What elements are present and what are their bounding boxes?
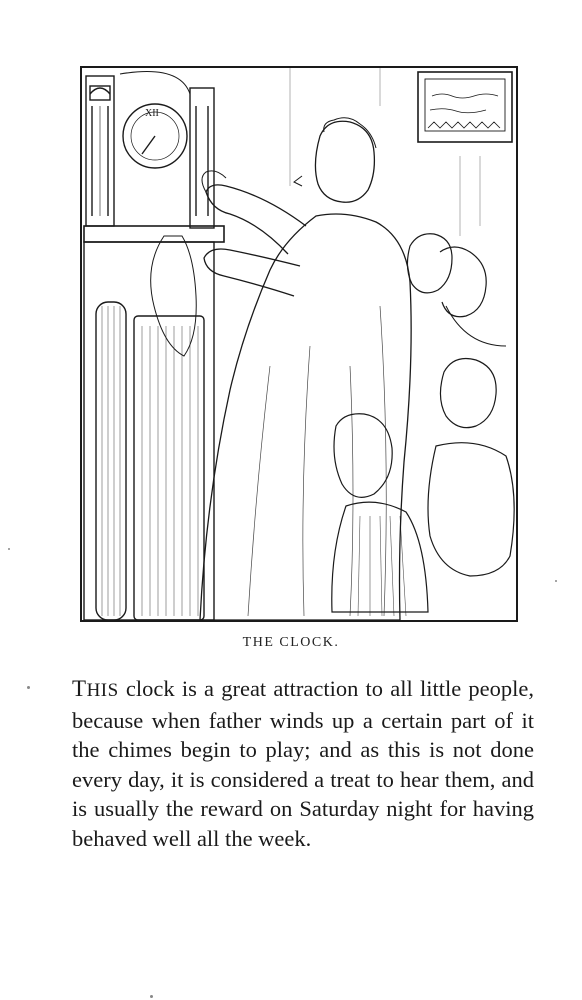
engraving-the-clock xyxy=(80,66,518,622)
lead-initial: T xyxy=(72,676,87,701)
clock-case xyxy=(84,226,224,620)
wall-hatching xyxy=(290,68,480,236)
lead-in xyxy=(72,676,119,701)
illustration-caption: THE CLOCK. xyxy=(242,635,340,650)
illustration-frame xyxy=(81,67,517,621)
wall-picture xyxy=(418,72,512,142)
lead-rest: HIS xyxy=(86,680,119,701)
body-paragraph xyxy=(72,674,534,853)
clock-hood xyxy=(86,72,214,229)
paragraph-text: clock is a great attraction to all little people, because when father winds up a certain part of it the chimes begin to play; and as this is not done every day, it is considered a treat to hear them, and is usually the reward on Saturday night for having behaved well all the week. xyxy=(72,676,534,851)
children-group xyxy=(332,234,514,616)
clock-numeral: XII xyxy=(145,108,159,119)
